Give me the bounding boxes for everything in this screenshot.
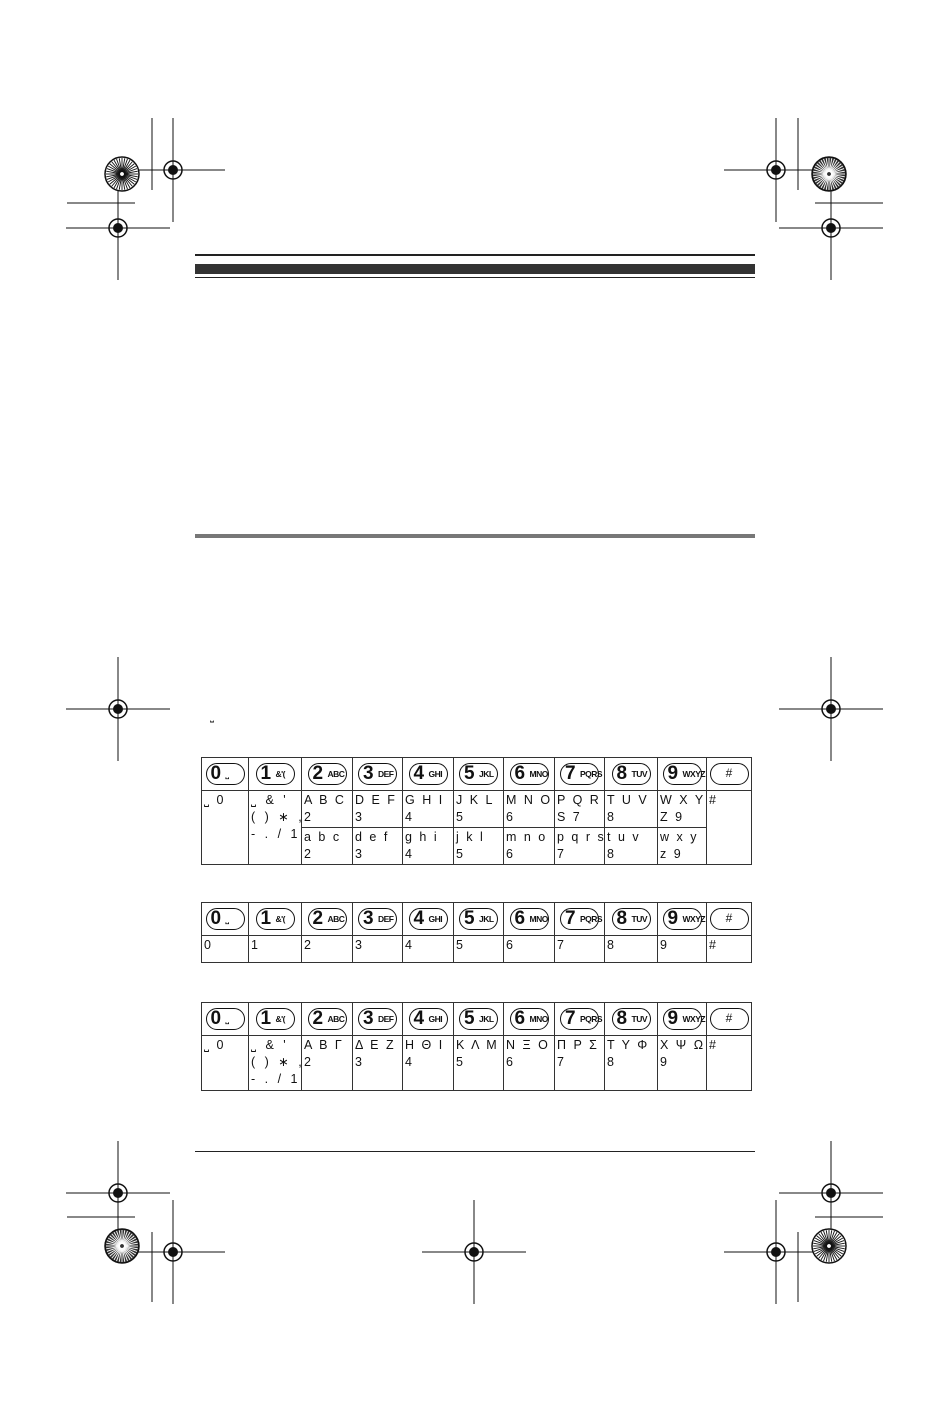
cell-letters — [605, 791, 658, 828]
key-letters: ABC — [327, 769, 345, 779]
key-0-cell — [202, 1003, 249, 1036]
cell-numeric: 9 — [658, 936, 707, 963]
key-digit: 2 — [312, 1008, 324, 1029]
cell-letters — [658, 1036, 707, 1091]
key-9-cell — [658, 903, 707, 936]
key-9-icon — [663, 763, 706, 785]
cell-line: 5 — [456, 810, 465, 824]
cell-line: Κ Λ Μ — [456, 1038, 499, 1052]
key-2-icon — [308, 1008, 347, 1030]
cell-numeric: 1 — [249, 936, 302, 963]
key-letters: GHI — [428, 914, 443, 924]
space-symbol: ⎵ — [210, 712, 214, 723]
header-rule-bottom — [195, 277, 755, 278]
cell-line: j k l — [456, 830, 485, 844]
key-hash-icon — [710, 763, 749, 785]
key-letters: &'( — [275, 914, 285, 924]
key-letters: &'( — [275, 769, 285, 779]
cell-line: Α Β Γ — [304, 1038, 344, 1052]
key-letters: WXYZ — [682, 1014, 706, 1024]
key-digit: 2 — [312, 763, 324, 784]
key-3-cell — [353, 758, 403, 791]
key-letters: MNO — [529, 769, 548, 779]
cell-line: 6 — [506, 847, 515, 861]
key-digit: 8 — [616, 908, 628, 929]
key-digit: 8 — [616, 1008, 628, 1029]
key-4-cell — [403, 758, 454, 791]
key-0-icon — [206, 908, 245, 930]
cell-letters — [454, 828, 504, 865]
keymap-table-greek — [201, 1002, 752, 1091]
key-digit: 6 — [514, 1008, 526, 1029]
key-digit: 6 — [514, 908, 526, 929]
cell-letters — [403, 1036, 454, 1091]
key-digit: 7 — [565, 908, 576, 929]
key-4-icon — [409, 908, 448, 930]
key-digit: 3 — [363, 1008, 374, 1029]
cell-letters — [353, 791, 403, 828]
key-digit: 0 — [210, 908, 222, 929]
cell-numeric: 4 — [403, 936, 454, 963]
cell-line: 2 — [304, 1055, 313, 1069]
key-label: # — [725, 911, 733, 925]
cell-letters — [555, 1036, 605, 1091]
cell-line: P Q R — [557, 793, 601, 807]
key-5-icon — [459, 908, 498, 930]
key-1-icon — [256, 908, 295, 930]
cell-hash: # — [707, 1036, 752, 1091]
cell-line: D E F — [355, 793, 397, 807]
cell-key1: ⎵ & ' ( ) ∗ , - . / 1 — [249, 1036, 302, 1091]
key-6-cell — [504, 903, 555, 936]
cell-numeric: 7 — [555, 936, 605, 963]
footer-rule — [195, 1151, 755, 1152]
key-letters: JKL — [479, 1014, 494, 1024]
cell-letters — [504, 1036, 555, 1091]
key-5-icon — [459, 1008, 498, 1030]
keymap-table-numeric — [201, 902, 752, 963]
cell-line: 8 — [607, 1055, 616, 1069]
key-digit: 7 — [565, 1008, 576, 1029]
key-letters: GHI — [428, 1014, 443, 1024]
cell-line: a b c — [304, 830, 342, 844]
key-4-cell — [403, 1003, 454, 1036]
key-7-icon — [560, 1008, 603, 1030]
cell-numeric: # — [707, 936, 752, 963]
key-4-icon — [409, 763, 448, 785]
key-3-cell — [353, 1003, 403, 1036]
key-digit: 1 — [260, 1008, 272, 1029]
cell-line: 5 — [456, 847, 465, 861]
key-4-cell — [403, 903, 454, 936]
cell-line: 2 — [304, 847, 313, 861]
key-0-cell — [202, 758, 249, 791]
cell-line: 4 — [405, 810, 414, 824]
registration-target-icon — [724, 118, 828, 222]
registration-target-icon — [779, 657, 883, 761]
key-hash-icon — [710, 1008, 749, 1030]
key-0-icon — [206, 1008, 245, 1030]
key-7-icon — [560, 908, 603, 930]
key-letters: WXYZ — [682, 914, 706, 924]
key-digit: 9 — [667, 908, 679, 929]
key-3-icon — [358, 908, 397, 930]
key-2-cell — [302, 1003, 353, 1036]
key-hash-cell — [707, 1003, 752, 1036]
key-5-cell — [454, 1003, 504, 1036]
cell-line: 7 — [557, 1055, 566, 1069]
key-8-cell — [605, 1003, 658, 1036]
cell-numeric: 2 — [302, 936, 353, 963]
key-7-cell — [555, 758, 605, 791]
key-letters: DEF — [378, 769, 394, 779]
key-letters: ABC — [327, 914, 345, 924]
key-6-icon — [510, 908, 549, 930]
cell-line: S 7 — [557, 810, 582, 824]
key-digit: 2 — [312, 908, 324, 929]
cell-numeric: 0 — [202, 936, 249, 963]
key-letters: PQRS — [580, 1014, 603, 1024]
key-7-icon — [560, 763, 603, 785]
key-8-icon — [612, 1008, 651, 1030]
key-6-cell — [504, 1003, 555, 1036]
key-2-cell — [302, 903, 353, 936]
key-digit: 9 — [667, 763, 679, 784]
key-1-cell — [249, 1003, 302, 1036]
cell-letters — [353, 1036, 403, 1091]
key-digit: 3 — [363, 908, 374, 929]
key-digit: 5 — [464, 763, 475, 784]
key-letters: DEF — [378, 1014, 394, 1024]
cell-line: t u v — [607, 830, 641, 844]
cell-line: g h i — [405, 830, 439, 844]
key-6-icon — [510, 1008, 549, 1030]
key-digit: 6 — [514, 763, 526, 784]
key-label: # — [725, 1011, 733, 1025]
cell-line: M N O — [506, 793, 553, 807]
key-4-icon — [409, 1008, 448, 1030]
key-digit: 4 — [413, 763, 425, 784]
key-digit: 7 — [565, 763, 576, 784]
cell-lower — [302, 828, 353, 865]
key-9-cell — [658, 1003, 707, 1036]
section-divider — [195, 534, 755, 538]
cell-letters — [454, 1036, 504, 1091]
keycap-row — [202, 758, 752, 791]
numeric-row — [202, 936, 752, 963]
key-1-cell — [249, 903, 302, 936]
key-8-cell — [605, 903, 658, 936]
cell-line: Η Θ Ι — [405, 1038, 445, 1052]
key-2-icon — [308, 763, 347, 785]
key-letters: WXYZ — [682, 769, 706, 779]
cell-line: 4 — [405, 1055, 414, 1069]
key-2-cell — [302, 758, 353, 791]
cell-numeric: 3 — [353, 936, 403, 963]
key-digit: 5 — [464, 908, 475, 929]
key-digit: 0 — [210, 1008, 222, 1029]
cell-line: 5 — [456, 1055, 465, 1069]
registration-target-icon — [121, 1200, 225, 1304]
key-digit: 4 — [413, 1008, 425, 1029]
cell-letters — [454, 791, 504, 828]
cell-line: 3 — [355, 1055, 364, 1069]
key-letters: MNO — [529, 1014, 548, 1024]
cell-line: 8 — [607, 847, 616, 861]
key-0-icon — [206, 763, 245, 785]
registration-target-icon — [724, 1200, 828, 1304]
key-letters: GHI — [428, 769, 443, 779]
key-label: # — [725, 766, 733, 780]
cell-line: 6 — [506, 1055, 515, 1069]
key-3-icon — [358, 1008, 397, 1030]
cell-line: d e f — [355, 830, 390, 844]
key-1-cell — [249, 758, 302, 791]
key-digit: 9 — [667, 1008, 679, 1029]
registration-target-icon — [779, 176, 883, 280]
cell-numeric: 8 — [605, 936, 658, 963]
key-9-cell — [658, 758, 707, 791]
cell-letters — [605, 1036, 658, 1091]
cell-line: W X Y — [660, 793, 706, 807]
key-digit: 1 — [260, 908, 272, 929]
key-6-cell — [504, 758, 555, 791]
cell-line: 3 — [355, 847, 364, 861]
cell-line: Z 9 — [660, 810, 685, 824]
cell-line: m n o — [506, 830, 548, 844]
cell-line: 3 — [355, 810, 364, 824]
cell-hash: # — [707, 791, 752, 865]
sunburst-mark-icon — [105, 157, 139, 191]
key-3-icon — [358, 763, 397, 785]
cell-line: p q r s — [557, 830, 606, 844]
key-digit: 1 — [260, 763, 272, 784]
registration-target-icon — [66, 1141, 170, 1245]
cell-line: Χ Ψ Ω — [660, 1038, 706, 1052]
key-letters: PQRS — [580, 914, 603, 924]
key-letters: DEF — [378, 914, 394, 924]
cell-letters — [403, 828, 454, 865]
cell-line: 7 — [557, 847, 566, 861]
key-digit: 4 — [413, 908, 425, 929]
key-8-cell — [605, 758, 658, 791]
cell-numeric: 5 — [454, 936, 504, 963]
cell-line: Ν Ξ Ο — [506, 1038, 550, 1052]
cell-letters — [658, 791, 707, 828]
key-1-icon — [256, 1008, 295, 1030]
registration-target-icon — [779, 1141, 883, 1245]
key-letters: ⎵ — [225, 914, 229, 924]
key-letters: ⎵ — [225, 769, 229, 779]
key-letters: JKL — [479, 914, 494, 924]
key-9-icon — [663, 908, 706, 930]
key-8-icon — [612, 908, 651, 930]
key-letters: MNO — [529, 914, 548, 924]
key-3-cell — [353, 903, 403, 936]
cell-line: Δ Ε Ζ — [355, 1038, 396, 1052]
crop-lines — [67, 118, 883, 1302]
cell-line: z 9 — [660, 847, 683, 861]
key-digit: 3 — [363, 763, 374, 784]
key-digit: 5 — [464, 1008, 475, 1029]
header-rule-thin — [195, 254, 755, 256]
cell-upper — [302, 791, 353, 828]
key-5-cell — [454, 758, 504, 791]
registration-target-icon — [66, 176, 170, 280]
key-letters: &'( — [275, 1014, 285, 1024]
key-5-icon — [459, 763, 498, 785]
key-9-icon — [663, 1008, 706, 1030]
keycap-row — [202, 903, 752, 936]
key-letters: ⎵ — [225, 1014, 229, 1024]
key-letters: PQRS — [580, 769, 603, 779]
key-letters: TUV — [631, 914, 647, 924]
cell-line: G H I — [405, 793, 445, 807]
registration-target-icon — [121, 118, 225, 222]
key-letters: JKL — [479, 769, 494, 779]
cell-line: J K L — [456, 793, 495, 807]
key-7-cell — [555, 1003, 605, 1036]
cell-line: 9 — [660, 1055, 669, 1069]
cell-line: Τ Υ Φ — [607, 1038, 650, 1052]
cell-letters — [555, 828, 605, 865]
cell-letters — [605, 828, 658, 865]
registration-target-icon — [66, 657, 170, 761]
header-rule-thick — [195, 264, 755, 274]
cell-line: 2 — [304, 810, 313, 824]
key-letters: TUV — [631, 1014, 647, 1024]
cell-letters — [302, 1036, 353, 1091]
cell-line: w x y — [660, 830, 699, 844]
key-hash-icon — [710, 908, 749, 930]
keymap-table-alphabet — [201, 757, 752, 865]
key-6-icon — [510, 763, 549, 785]
cell-line: A B C — [304, 793, 346, 807]
sunburst-mark-icon — [812, 157, 846, 191]
keycap-row — [202, 1003, 752, 1036]
cell-letters — [504, 828, 555, 865]
key-2-icon — [308, 908, 347, 930]
sunburst-mark-icon — [105, 1229, 139, 1263]
key-digit: 8 — [616, 763, 628, 784]
key-5-cell — [454, 903, 504, 936]
registration-target-icon — [422, 1200, 526, 1304]
cell-line: 4 — [405, 847, 414, 861]
cell-letters — [555, 791, 605, 828]
sunburst-mark-icon — [812, 1229, 846, 1263]
cell-key0: ⎵ 0 — [202, 1036, 249, 1091]
key-8-icon — [612, 763, 651, 785]
key-digit: 0 — [210, 763, 222, 784]
cell-numeric: 6 — [504, 936, 555, 963]
cell-letters — [353, 828, 403, 865]
key-1-icon — [256, 763, 295, 785]
key-0-cell — [202, 903, 249, 936]
cell-key1: ⎵ & ' ( ) ∗ , - . / 1 — [249, 791, 302, 865]
cell-line: 6 — [506, 810, 515, 824]
key-hash-cell — [707, 903, 752, 936]
cell-line: T U V — [607, 793, 649, 807]
cell-line: 8 — [607, 810, 616, 824]
cell-letters — [504, 791, 555, 828]
key-letters: TUV — [631, 769, 647, 779]
cell-key0: ⎵ 0 — [202, 791, 249, 865]
cell-letters — [403, 791, 454, 828]
key-hash-cell — [707, 758, 752, 791]
cell-letters — [658, 828, 707, 865]
key-letters: ABC — [327, 1014, 345, 1024]
key-7-cell — [555, 903, 605, 936]
cell-line: Π Ρ Σ — [557, 1038, 599, 1052]
